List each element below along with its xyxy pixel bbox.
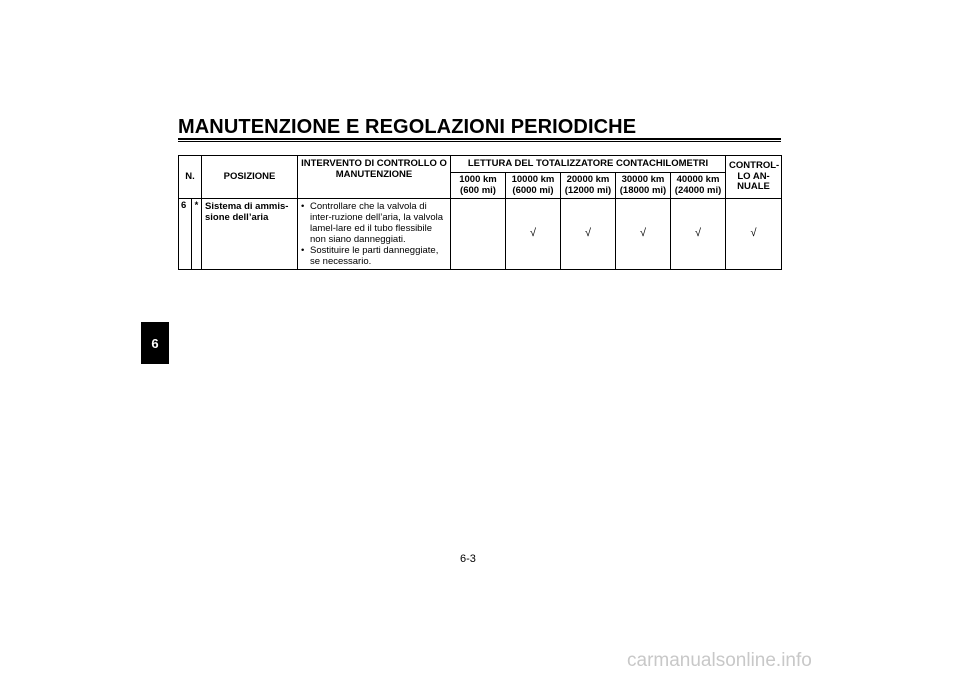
header-interval-5: 40000 km (24000 mi): [671, 173, 726, 199]
row-position: Sistema di ammis-sione dell’aria: [202, 199, 298, 270]
header-interval-2: 10000 km (6000 mi): [506, 173, 561, 199]
watermark-text[interactable]: carmanualsonline.info: [627, 650, 812, 671]
table-row: [179, 199, 782, 270]
check-40000km: √: [671, 199, 726, 270]
header-interval-1: 1000 km (600 mi): [451, 173, 506, 199]
header-interval-4: 30000 km (18000 mi): [616, 173, 671, 199]
check-annual: √: [726, 199, 782, 270]
chapter-tab: 6: [141, 322, 169, 364]
maintenance-table: [178, 155, 782, 270]
action-item: • Controllare che la valvola di inter-ruzione dell’aria, la valvola lamel-lare ed il tubo flessibile non siano danneggiati.: [301, 202, 447, 246]
header-position: POSIZIONE: [202, 156, 298, 199]
action-item: • Sostituire le parti danneggiate, se necessario.: [301, 246, 447, 268]
check-1000km: [451, 199, 506, 270]
check-10000km: √: [506, 199, 561, 270]
row-actions: [298, 199, 451, 270]
title-rule: [178, 138, 781, 142]
header-n: N.: [179, 156, 202, 199]
row-number: 6: [179, 199, 192, 270]
header-interval-3: 20000 km (12000 mi): [561, 173, 616, 199]
header-odometer: LETTURA DEL TOTALIZZATORE CONTACHILOMETRI: [451, 156, 726, 173]
page-title: MANUTENZIONE E REGOLAZIONI PERIODICHE: [178, 116, 637, 138]
check-30000km: √: [616, 199, 671, 270]
check-20000km: √: [561, 199, 616, 270]
row-asterisk: *: [192, 199, 202, 270]
header-intervention: INTERVENTO DI CONTROLLO O MANUTENZIONE: [298, 156, 451, 199]
page-number: 6-3: [460, 553, 476, 565]
header-annual: CONTROL-LO AN-NUALE: [726, 156, 782, 199]
